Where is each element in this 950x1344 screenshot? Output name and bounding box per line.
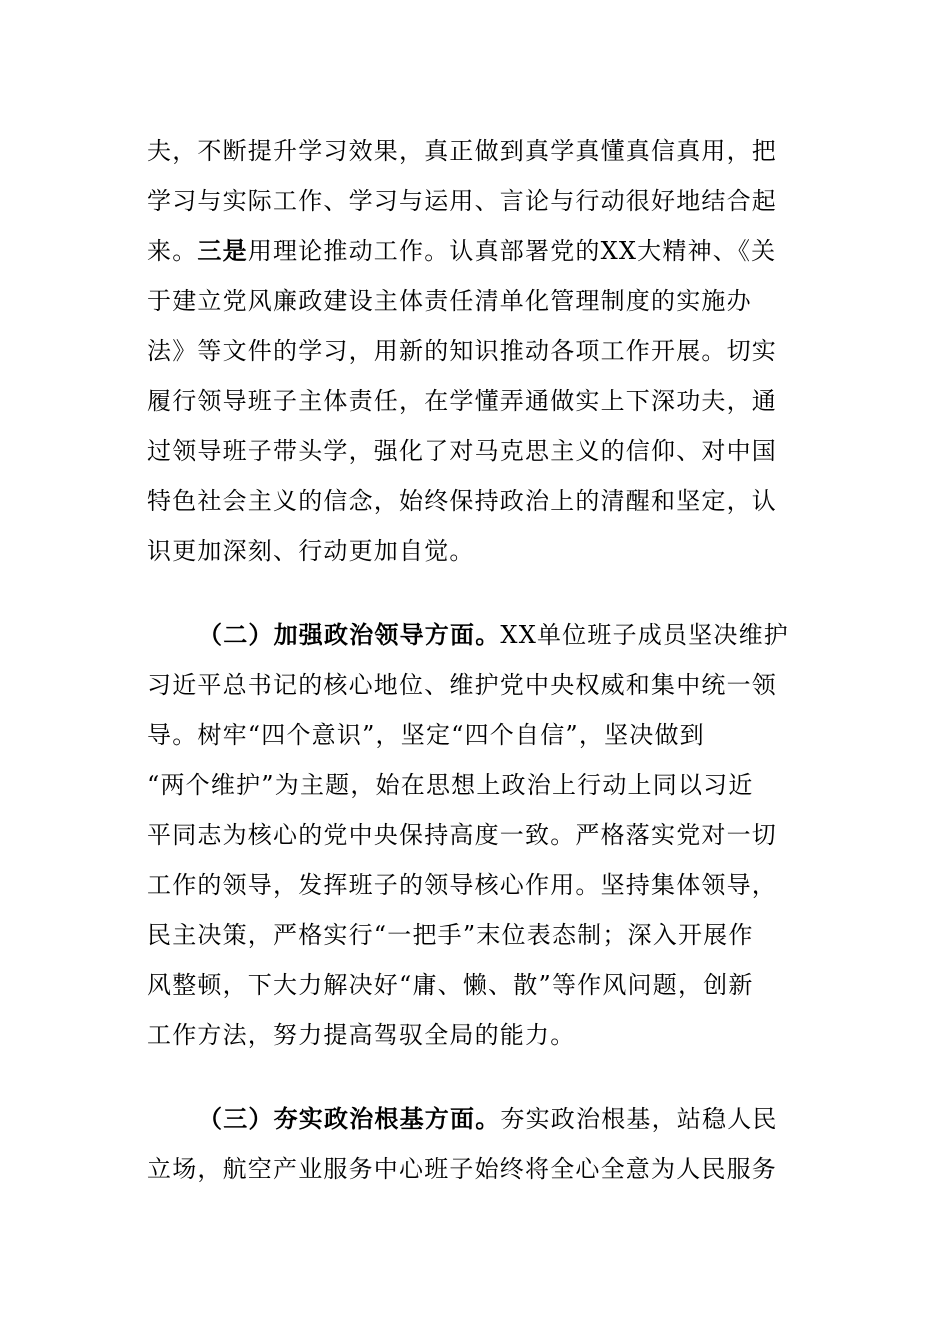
paragraph-3-line-2: 立场，航空产业服务中心班子始终将全心全意为人民服务	[147, 1155, 777, 1183]
paragraph-1-line-9: 识更加深刻、行动更加自觉。	[147, 537, 475, 565]
paragraph-1-line-1: 夫，不断提升学习效果，真正做到真学真懂真信真用，把	[147, 137, 777, 165]
paragraph-2-line-2: 习近平总书记的核心地位、维护党中央权威和集中统一领	[147, 671, 777, 699]
paragraph-3-line-1-rest: 夯实政治根基，站稳人民	[500, 1105, 778, 1133]
paragraph-2-line-1-rest: XX单位班子成员坚决维护	[500, 621, 789, 649]
paragraph-2-line-9: 工作方法，努力提高驾驭全局的能力。	[147, 1021, 576, 1049]
paragraph-2-line-4: “两个维护”为主题，始在思想上政治上行动上同以习近	[147, 771, 754, 799]
paragraph-1-line-4: 于建立党风廉政建设主体责任清单化管理制度的实施办	[147, 287, 752, 315]
paragraph-1-line-3-rest: 用理论推动工作。认真部署党的XX大精神、《关	[247, 237, 777, 265]
paragraph-1-line-6: 履行领导班子主体责任，在学懂弄通做实上下深功夫，通	[147, 387, 777, 415]
section-2-heading: （二）加强政治领导方面。	[198, 620, 501, 649]
paragraph-2-line-5: 平同志为核心的党中央保持高度一致。严格落实党对一切	[147, 821, 777, 849]
paragraph-1-line-8: 特色社会主义的信念，始终保持政治上的清醒和坚定，认	[147, 487, 777, 515]
point-three-label: 三是	[197, 236, 248, 265]
section-3-heading: （三）夯实政治根基方面。	[198, 1104, 501, 1133]
paragraph-2-line-8: 风整顿，下大力解决好“庸、懒、散”等作风问题，创新	[147, 971, 754, 999]
paragraph-2-line-1	[198, 617, 807, 653]
paragraph-1-line-7: 过领导班子带头学，强化了对马克思主义的信仰、对中国	[147, 437, 777, 465]
paragraph-1-line-2: 学习与实际工作、学习与运用、言论与行动很好地结合起	[147, 187, 777, 215]
paragraph-1-line-5: 法》等文件的学习，用新的知识推动各项工作开展。切实	[147, 337, 777, 365]
paragraph-3-line-1	[198, 1101, 807, 1137]
paragraph-1-line-3	[147, 233, 807, 269]
paragraph-2-line-7: 民主决策，严格实行“一把手”末位表态制；深入开展作	[147, 921, 754, 949]
paragraph-1-line-3-start: 来。	[147, 237, 198, 265]
paragraph-2-line-3: 导。树牢“四个意识”，坚定“四个自信”，坚决做到	[147, 721, 705, 749]
paragraph-2-line-6: 工作的领导，发挥班子的领导核心作用。坚持集体领导，	[147, 871, 777, 899]
